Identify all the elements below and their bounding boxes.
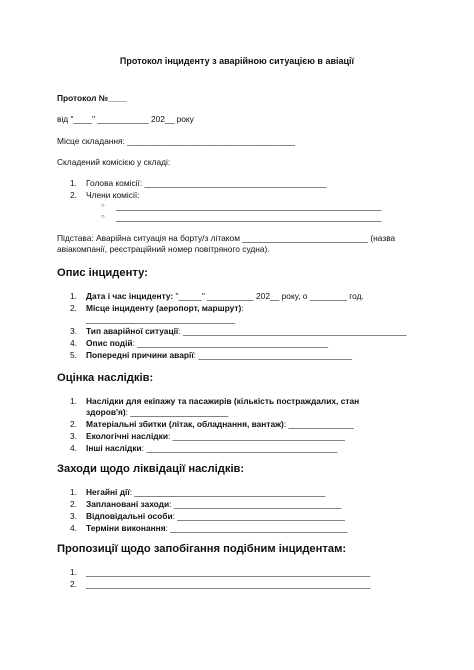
item-blank: : _____________________ xyxy=(125,407,229,417)
list-number: 2. xyxy=(70,579,77,589)
section-heading-proposals: Пропозиції щодо запобігання подібним інцидентам: xyxy=(57,543,347,555)
section-heading-measures: Заходи щодо ліквідації наслідків: xyxy=(57,463,245,475)
commission-members-label: Члени комісії: xyxy=(86,190,140,200)
list-item xyxy=(86,419,354,430)
item-continuation xyxy=(86,407,228,418)
proposal-line: _____________________________________________________________ xyxy=(86,579,371,589)
proposal-line: _____________________________________________________________ xyxy=(86,567,371,577)
item-label: Інші наслідки xyxy=(86,443,142,453)
item-label: Тип аварійної ситуації xyxy=(86,326,179,336)
list-number: 1. xyxy=(70,396,77,406)
item-blank: : xyxy=(241,303,244,313)
bullet-icon: ○ xyxy=(101,214,105,220)
item-blank: : _____________________________________ xyxy=(167,431,345,441)
list-number: 2. xyxy=(70,419,77,429)
list-item xyxy=(86,303,244,314)
item-continuation: ________________________________ xyxy=(86,314,236,324)
bullet-icon: ○ xyxy=(101,203,105,209)
item-label: Дата і час інциденту: xyxy=(86,291,174,301)
basis-line: Підстава: Аварійна ситуація на борту/з літаком ___________________________ (назва xyxy=(57,233,396,243)
list-number: 3. xyxy=(70,431,77,441)
protocol-number: Протокол №____ xyxy=(57,93,127,103)
document-title: Протокол інциденту з аварійною ситуацією в авіації xyxy=(119,56,355,66)
list-item xyxy=(86,431,345,442)
list-item xyxy=(86,338,328,349)
date-line: від "____" ___________ 202__ року xyxy=(57,114,194,124)
item-label: Негайні дії xyxy=(86,487,130,497)
item-label: Матеріальні збитки (літак, обладнання, вантаж) xyxy=(86,419,284,429)
basis-line: авіакомпанії, реєстраційний номер повітряного судна). xyxy=(57,244,270,254)
list-item xyxy=(86,350,352,361)
list-item xyxy=(86,443,337,454)
item-blank: : ________________________________________________ xyxy=(178,326,407,336)
list-number: 4. xyxy=(70,443,77,453)
item-blank: : _________________________________________ xyxy=(129,487,326,497)
section-heading-consequences: Оцінка наслідків: xyxy=(57,372,154,384)
item-label: Відповідальні особи xyxy=(86,511,173,521)
item-label: Екологічні наслідки xyxy=(86,431,168,441)
list-item xyxy=(86,499,342,510)
commission-chair: Голова комісії: _______________________________________ xyxy=(86,178,327,188)
item-label: Попередні причини аварії xyxy=(86,350,194,360)
list-number: 1. xyxy=(70,291,77,301)
item-label: Місце інциденту (аеропорт, маршрут) xyxy=(86,303,242,313)
commission-intro: Складений комісією у складі: xyxy=(57,157,171,167)
list-number: 2. xyxy=(70,303,77,313)
item-label: здоров'я) xyxy=(86,407,126,417)
item-label: Заплановані заходи xyxy=(86,499,170,509)
section-heading-description: Опис інциденту: xyxy=(57,267,148,279)
list-number: 1. xyxy=(70,567,77,577)
item-blank: : _________________________________ xyxy=(193,350,353,360)
item-blank: : _________________________________________ xyxy=(141,443,338,453)
list-number: 3. xyxy=(70,511,77,521)
list-number: 5. xyxy=(70,350,77,360)
place-line: Місце складання: ____________________________________ xyxy=(57,136,295,146)
member-line: _________________________________________________________ xyxy=(116,212,382,222)
item-label: Терміни виконання xyxy=(86,523,166,533)
list-item xyxy=(86,326,407,337)
list-item: Наслідки для екіпажу та пасажирів (кількість постраждалих, стан xyxy=(86,396,360,406)
list-number: 1. xyxy=(70,178,77,188)
item-blank: : ____________________________________ xyxy=(169,499,342,509)
item-blank: : ______________________________________ xyxy=(165,523,348,533)
list-number: 3. xyxy=(70,326,77,336)
item-blank: "_____" __________ 202__ року, о ________ год. xyxy=(173,291,364,301)
member-line: _________________________________________________________ xyxy=(116,201,382,211)
item-blank: : ______________ xyxy=(283,419,354,429)
list-number: 2. xyxy=(70,190,77,200)
item-blank: : _________________________________________ xyxy=(132,338,329,348)
list-item xyxy=(86,511,345,522)
list-number: 4. xyxy=(70,338,77,348)
item-label: Опис подій xyxy=(86,338,133,348)
list-number: 2. xyxy=(70,499,77,509)
list-number: 4. xyxy=(70,523,77,533)
list-item xyxy=(86,523,347,534)
list-item xyxy=(86,291,364,302)
list-item xyxy=(86,487,325,498)
list-number: 1. xyxy=(70,487,77,497)
item-blank: : ____________________________________ xyxy=(172,511,345,521)
